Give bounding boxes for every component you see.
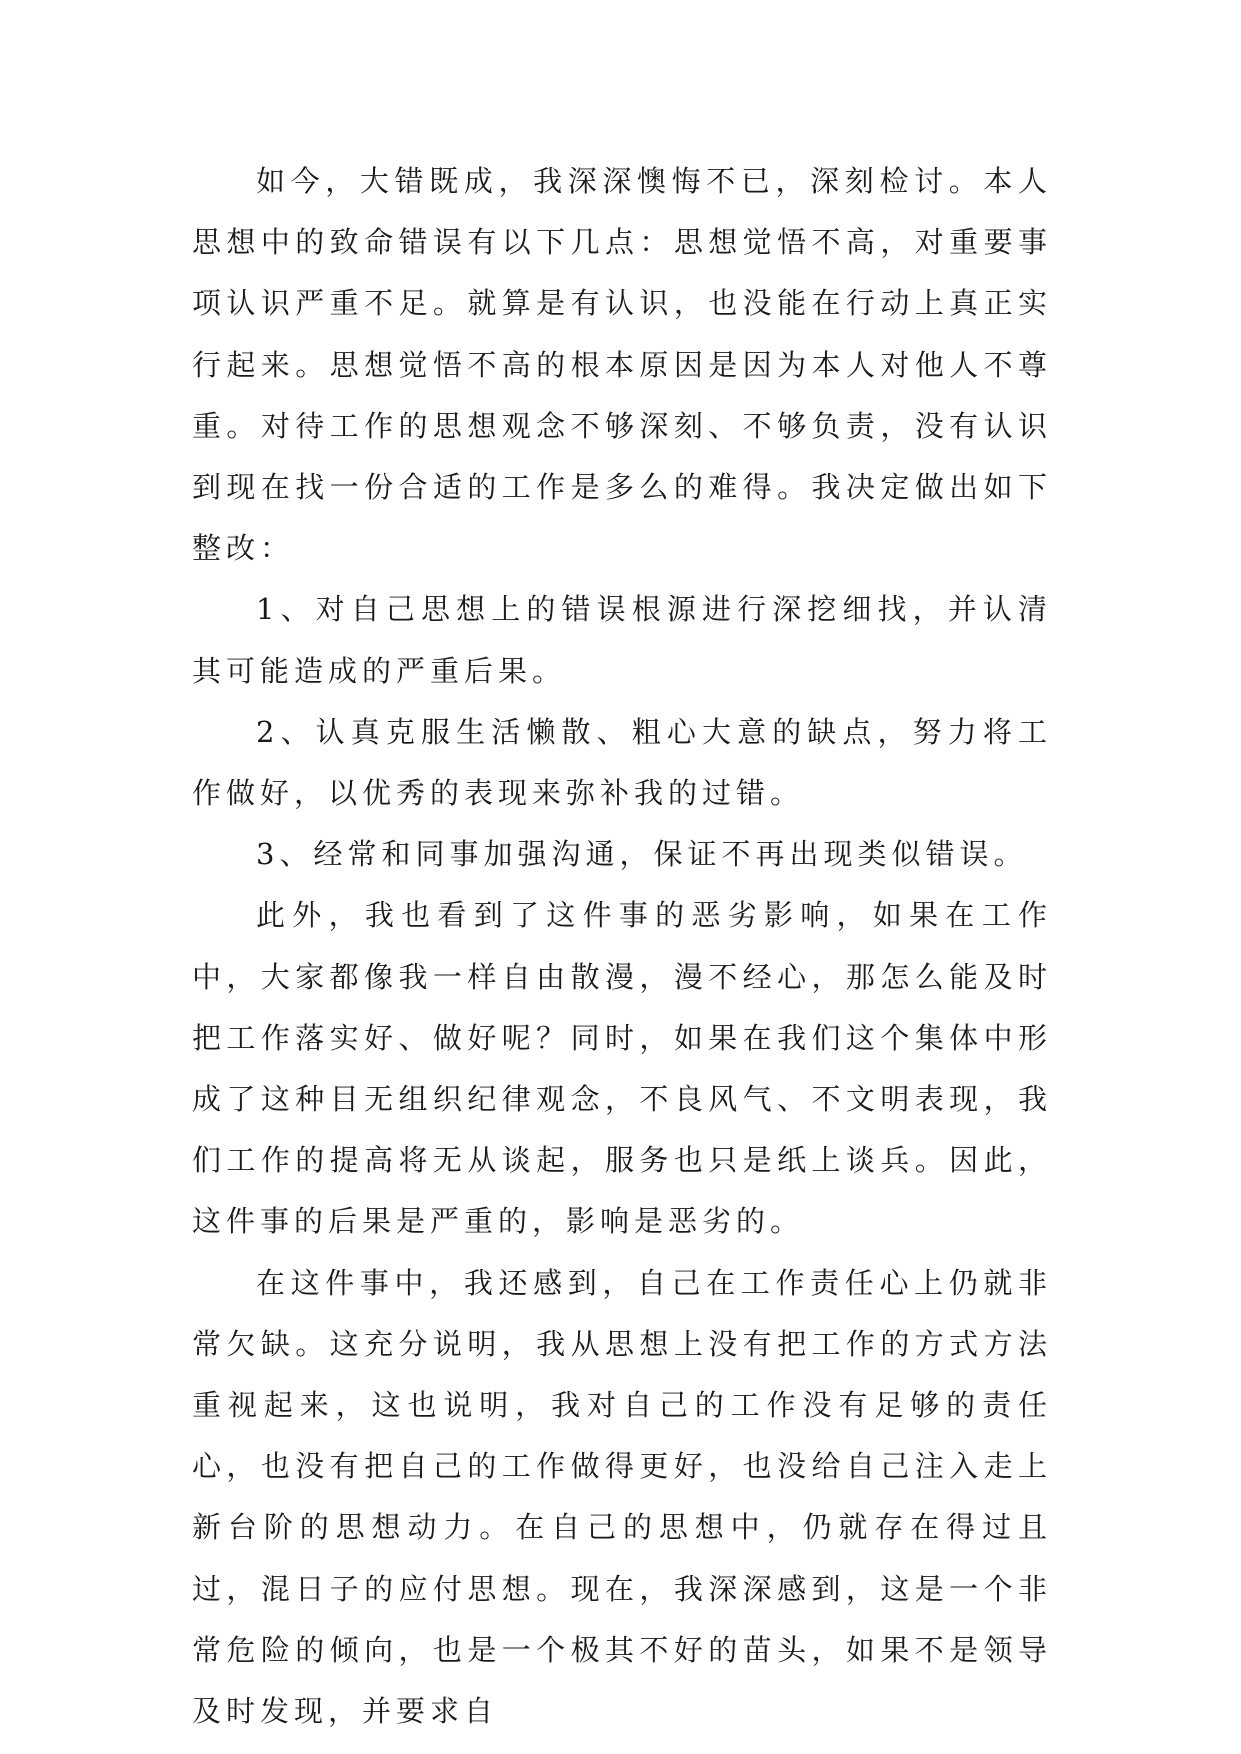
paragraph-item-2: 2、认真克服生活懒散、粗心大意的缺点，努力将工作做好，以优秀的表现来弥补我的过错。 [192,714,1052,811]
paragraph-reflection: 如今，大错既成，我深深懊悔不已，深刻检讨。本人思想中的致命错误有以下几点：思想觉悟不高，对重要事项认识严重不足。就算是有认识，也没能在行动上真正实行起来。思想觉悟不高的根本原因是因为本人对他人不尊重。对待工作的思想观念不够深刻、不够负责，没有认识到现在找一份合适的工作是多么的难得。我决定做出如下整改： [192,164,1052,566]
paragraph-responsibility: 在这件事中，我还感到，自己在工作责任心上仍就非常欠缺。这充分说明，我从思想上没有把工作的方式方法重视起来，这也说明，我对自己的工作没有足够的责任心，也没有把自己的工作做得更好，也没给自己注入走上新台阶的思想动力。在自己的思想中，仍就存在得过且过，混日子的应付思想。现在，我深深感到，这是一个非常危险的倾向，也是一个极其不好的苗头，如果不是领导及时发现，并要求自 [192,1265,1052,1729]
document-body [192,151,1052,1742]
paragraph-item-1: 1、对自己思想上的错误根源进行深挖细找，并认清其可能造成的严重后果。 [192,592,1052,688]
paragraph-impact: 此外，我也看到了这件事的恶劣影响，如果在工作中，大家都像我一样自由散漫，漫不经心，那怎么能及时把工作落实好、做好呢？同时，如果在我们这个集体中形成了这种目无组织纪律观念，不良风气、不文明表现，我们工作的提高将无从谈起，服务也只是纸上谈兵。因此，这件事的后果是严重的，影响是恶劣的。 [192,898,1052,1239]
paragraph-item-3: 3、经常和同事加强沟通，保证不再出现类似错误。 [256,837,1028,872]
